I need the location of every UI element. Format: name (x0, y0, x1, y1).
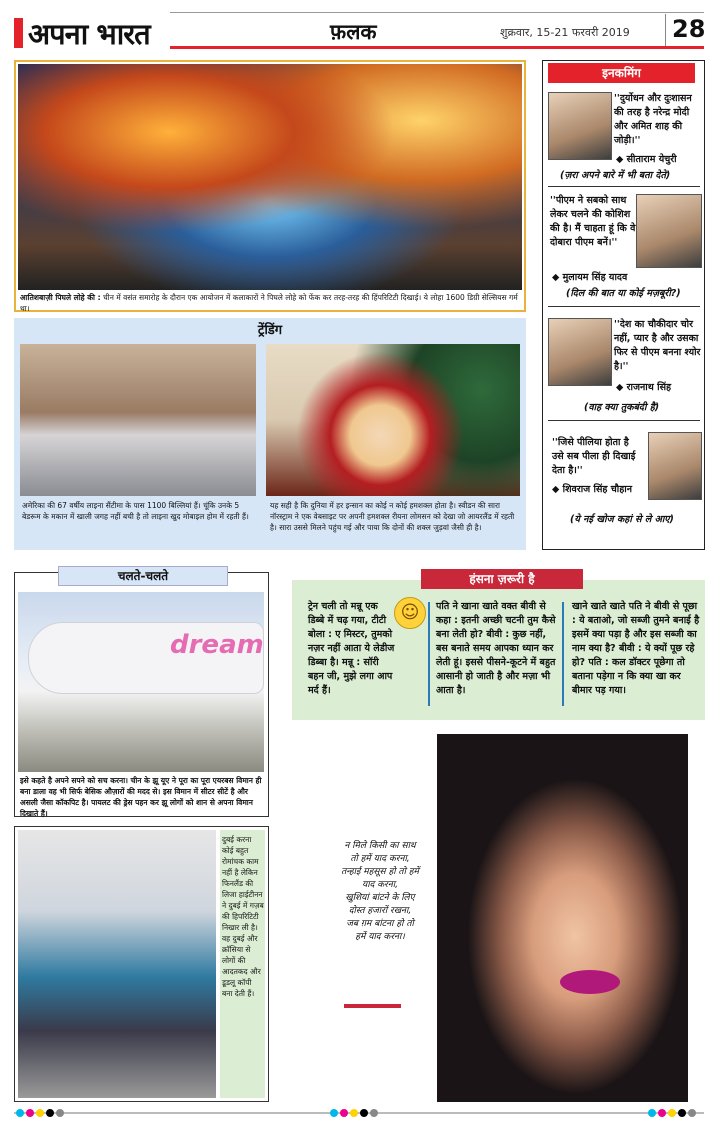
poem-line: खुशियां बांटने के लिए (345, 893, 415, 903)
incoming-divider (548, 186, 700, 187)
registration-dot (370, 1109, 378, 1117)
top-photo-caption (20, 292, 520, 314)
incoming-name-4: ◆ शिवराज सिंह चौहान (552, 484, 633, 495)
poem (330, 840, 430, 944)
joke-divider (428, 602, 430, 706)
issue-date: शुक्रवार, 15-21 फरवरी 2019 (500, 26, 630, 39)
shivraj-photo (648, 432, 702, 500)
poem-line: याद करना, (362, 880, 398, 890)
poem-line: हमें याद करना। (355, 932, 405, 942)
trending-title: ट्रेंडिंग (257, 323, 283, 338)
incoming-divider (548, 420, 700, 421)
registration-dot (350, 1109, 358, 1117)
registration-dot (340, 1109, 348, 1117)
yechury-photo (548, 92, 612, 160)
airplane-livery-text: dream (170, 630, 264, 660)
incoming-note-3: (वाह क्या तुकबंदी है) (584, 402, 660, 413)
trending-caption-right: यह सही है कि दुनिया में हर इन्सान का कोई न कोई हमशक्ल होता है। स्वीडन की सारा नॉरस्ट्राम ने एक वेबसाइट पर अपनी हमशक्ल रीयना लोमसन को देखा जो आयरलैंड में रहती है। सारा उससे मिलने पहुंच गई और पाया कि दोनों की शक्ल जुड़वां जैसी ही है। (270, 501, 515, 532)
registration-dot (688, 1109, 696, 1117)
portrait-photo (437, 734, 688, 1102)
page-number: 28 (672, 15, 706, 43)
registration-dot (16, 1109, 24, 1117)
poem-line: जब ग़म बांटना हो तो (346, 919, 414, 929)
joke-1: ट्रेन चली तो मन्नू एक डिब्बे में चढ़ गया, टीटी बोला : ए मिस्टर, तुमको नज़र नहीं आता ये लेडीज डिब्बा है। मन्नू : सॉरी बहन जी, मुझे लगा आप मर्द हैं। (308, 601, 395, 696)
incoming-quote-3: ''देश का चौकीदार चोर नहीं, प्यार है और उसका फिर से पीएम बनना श्योर है।'' (614, 319, 701, 372)
joke-2: पति ने खाना खाते वक्त बीवी से कहा : इतनी अच्छी चटनी तुम कैसे बना लेती हो? बीवी : कुछ नहीं, बस बनाते समय आपका ध्यान कर लेती हूं। इससे पीसने-कूटने में बहुत आसानी हो जाती है और मज़ा भी आता है। (436, 601, 556, 696)
registration-dot (648, 1109, 656, 1117)
poem-line: तन्हाई महसूस हो तो हमें (341, 867, 419, 877)
registration-dot (36, 1109, 44, 1117)
chalte-title: चलते-चलते (58, 566, 228, 586)
registration-dot (330, 1109, 338, 1117)
incoming-note-1: (ज़रा अपने बारे में भी बता देते) (560, 170, 671, 181)
fireworks-photo (18, 64, 522, 290)
incoming-quote-2: ''पीएम ने सबको साथ लेकर चलने की कोशिश की है। मैं चाहता हूं कि वे दोबारा पीएम बनें।'' (550, 195, 636, 248)
sweaters-photo (18, 830, 216, 1098)
joke-3: खाने खाते खाते पति ने बीवी से पूछा : ये बताओ, जो सब्जी तुमने बनाई है इसमें क्या पड़ा है और इस सब्जी का नाम क्या है? बीवी : ये क्यों पूछ रहे हो? पति : कल डॉक्टर पूछेगा तो बताना पड़ेगा न कि क्या खा कर बीमार पड़ गया। (572, 601, 700, 696)
incoming-quote-4: ''जिसे पीलिया होता है उसे सब पीला ही दिखाई देता है।'' (552, 437, 636, 476)
section-title: फ़लक (330, 20, 377, 44)
registration-line (14, 1112, 704, 1114)
header-top-rule (170, 12, 704, 13)
incoming-note-2: (दिल की बात या कोई मज़बूरी?) (566, 288, 681, 299)
dubai-text: दुबई करना कोई बहुत रोमांचक काम नहीं है लेकिन फिनलैंड की लिजा हाईटीनन ने दुबई में गज़ब की हिपरिटिटी निखार ली है। वह दुबई और क्रॉसिया से लोगों की आदतकद और डूडलू कॉपी बना देती हैं। (222, 835, 264, 998)
joke-divider (562, 602, 564, 706)
mulayam-photo (636, 194, 702, 268)
incoming-divider (548, 306, 700, 307)
poem-line: दोस्त हजारों रखना, (348, 906, 412, 916)
registration-dot (46, 1109, 54, 1117)
top-caption-text: चीन में वसंत समारोह के दौरान एक आयोजन में कलाकारों ने पिघले लोहे को फेंक कर तरह-तरह की हिंपरिटिटी दिखाई। ये लोहा 1600 डिग्री सेल्सियस गर्म था। (20, 293, 518, 313)
jokes-title: हंसना ज़रूरी है (421, 569, 583, 589)
registration-dot (56, 1109, 64, 1117)
chalte-caption: इसे कहते है अपने सपने को सच करना। चीन के झू यूए ने पूरा का पूरा एयरबस विमान ही बना डाला वह भी सिर्फ बेसिक औज़ारों की मदद से। इस विमान में सीटर सीटें है और असली जैसा कॉकपिट है। पायलट की ड्रेस पहन कर झू लोगों को शान से अपना विमान दिखाते हैं। (20, 776, 262, 818)
poem-rule (344, 1004, 401, 1008)
top-caption-lead: आतिशबाज़ी पिघले लोहे की : (20, 293, 101, 302)
trending-caption-left: अमेरिका की 67 वर्षीय लाइना सैंटीमा के पास 1100 बिल्लियां हैं। चूंकि उनके 5 बेडरूम के मकान में खाली जगह नहीं बची है तो लाइना खुद मोबाइल होम में रहती हैं। (22, 501, 249, 521)
registration-dot (658, 1109, 666, 1117)
masthead-accent-bar (14, 18, 23, 48)
registration-dot (678, 1109, 686, 1117)
incoming-name-3: ◆ राजनाथ सिंह (616, 382, 672, 393)
lookalike-photo (266, 344, 520, 496)
header-divider (665, 14, 666, 48)
header-red-rule (170, 46, 704, 49)
cats-photo (20, 344, 256, 496)
portrait-lips (560, 970, 620, 994)
poem-line: न मिले किसी का साथ (344, 841, 416, 851)
rajnath-photo (548, 318, 612, 386)
incoming-title: इनकमिंग (548, 63, 695, 83)
incoming-quote-1: ''दुर्योधन और दुःशासन की तरह है नरेन्द्र मोदी और अमित शाह की जोड़ी।'' (614, 93, 692, 146)
registration-dot (360, 1109, 368, 1117)
incoming-note-4: (ये नई खोज कहां से ले आए) (570, 514, 674, 525)
incoming-name-2: ◆ मुलायम सिंह यादव (552, 272, 628, 283)
incoming-name-1: ◆ सीताराम येचुरी (616, 154, 677, 165)
masthead: अपना भारत (28, 17, 150, 51)
poem-line: तो हमें याद करना, (350, 854, 410, 864)
laughing-smiley-icon: ☺ (394, 597, 426, 629)
registration-dot (26, 1109, 34, 1117)
registration-dot (668, 1109, 676, 1117)
